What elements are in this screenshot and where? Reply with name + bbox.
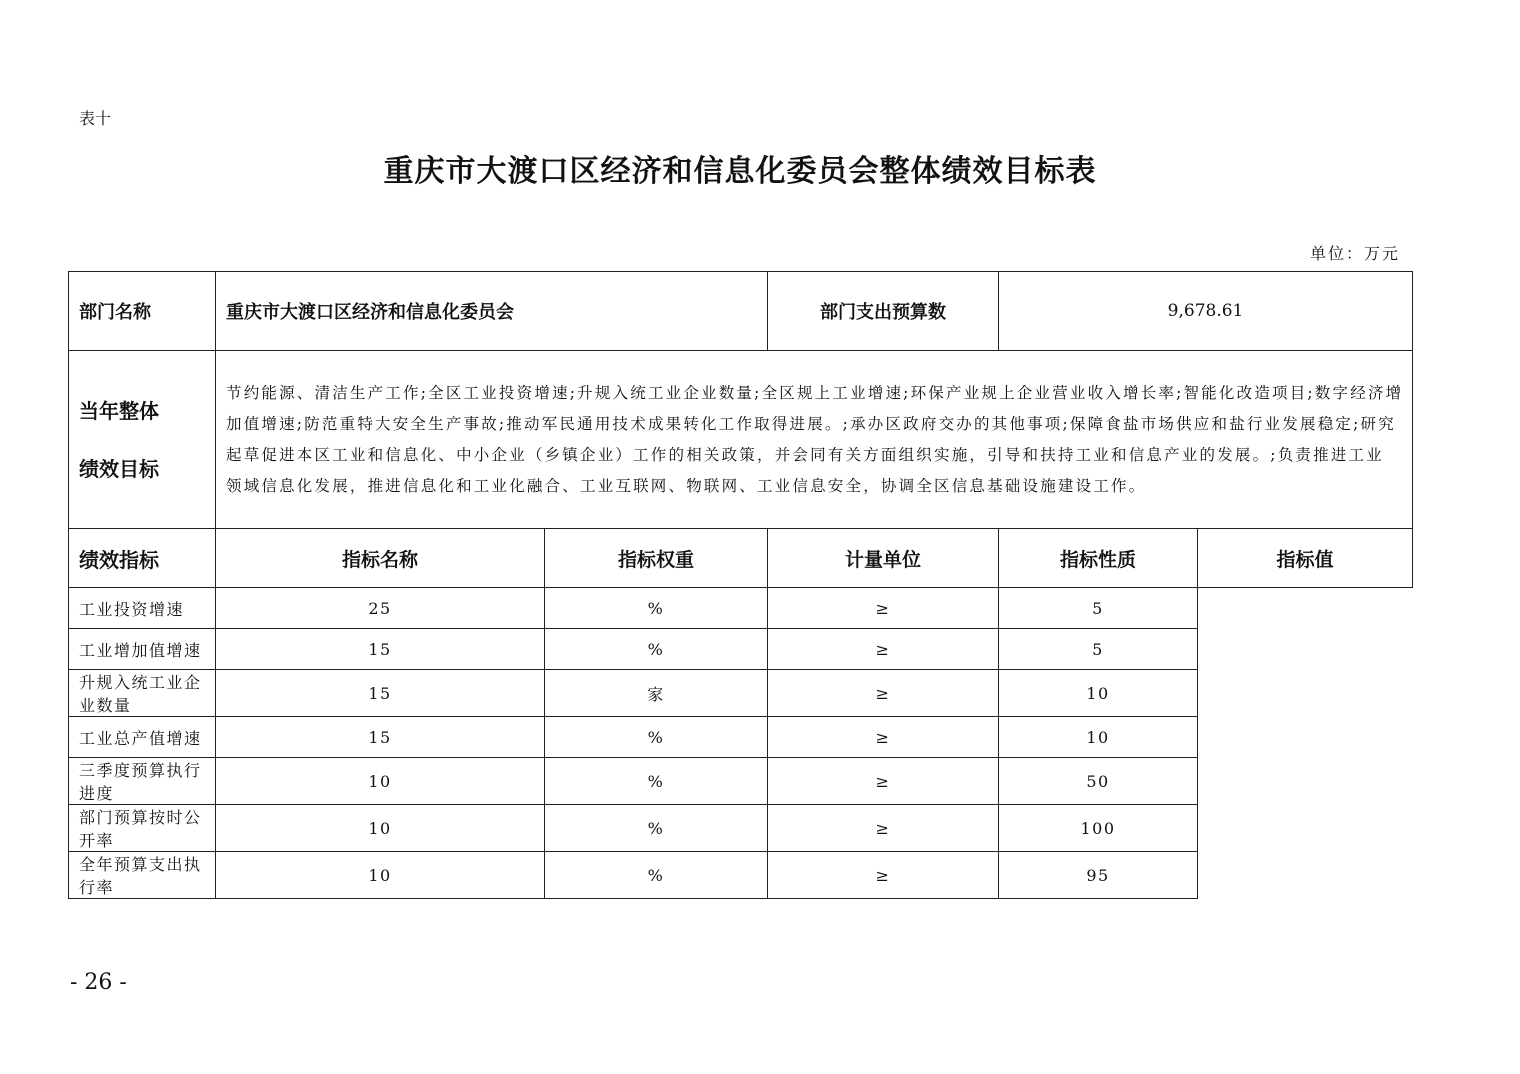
header-nature: 指标性质 (999, 529, 1198, 588)
goal-text-line: 起草促进本区工业和信息化、中小企业（乡镇企业）工作的相关政策，并会同有关方面组织实施，引导和扶持工业和信息产业的发展。;负责推进工业 (226, 445, 1384, 464)
indicator-nature: ≥ (768, 588, 999, 629)
indicator-value: 95 (999, 852, 1198, 899)
indicator-nature: ≥ (768, 852, 999, 899)
goal-row (69, 351, 1413, 529)
indicator-unit: 家 (545, 670, 768, 717)
indicator-name: 工业投资增速 (69, 588, 216, 629)
indicator-unit: % (545, 852, 768, 899)
indicator-name: 全年预算支出执行率 (69, 852, 216, 899)
table-row (69, 670, 1413, 717)
indicator-value: 10 (999, 717, 1198, 758)
table-row (69, 629, 1413, 670)
indicator-unit: % (545, 629, 768, 670)
goal-label-line1: 当年整体 (79, 398, 159, 423)
budget-label: 部门支出预算数 (768, 272, 999, 351)
table-row (69, 758, 1413, 805)
indicator-name: 升规入统工业企业数量 (69, 670, 216, 717)
indicator-weight: 10 (216, 805, 545, 852)
indicator-name: 工业增加值增速 (69, 629, 216, 670)
indicator-value: 50 (999, 758, 1198, 805)
goal-label-line2: 绩效目标 (79, 456, 159, 481)
indicator-weight: 15 (216, 717, 545, 758)
indicators-label: 绩效指标 (69, 529, 216, 588)
header-unit: 计量单位 (768, 529, 999, 588)
indicator-value: 10 (999, 670, 1198, 717)
header-value: 指标值 (1198, 529, 1413, 588)
indicator-value: 5 (999, 629, 1198, 670)
page-number: - 26 - (70, 970, 127, 995)
indicator-nature: ≥ (768, 805, 999, 852)
indicator-nature: ≥ (768, 717, 999, 758)
header-name: 指标名称 (216, 529, 545, 588)
indicator-weight: 25 (216, 588, 545, 629)
indicator-nature: ≥ (768, 670, 999, 717)
indicator-value: 5 (999, 588, 1198, 629)
goal-label (69, 351, 216, 529)
indicator-unit: % (545, 805, 768, 852)
indicator-nature: ≥ (768, 629, 999, 670)
goal-text-line: 领域信息化发展，推进信息化和工业化融合、工业互联网、物联网、工业信息安全，协调全区信息基础设施建设工作。 (226, 476, 1147, 495)
indicator-weight: 15 (216, 670, 545, 717)
table-row (69, 717, 1413, 758)
table-row (69, 852, 1413, 899)
dept-name-label: 部门名称 (69, 272, 216, 351)
goal-text (216, 351, 1413, 529)
performance-table (68, 271, 1413, 899)
indicator-value: 100 (999, 805, 1198, 852)
indicator-name: 部门预算按时公开率 (69, 805, 216, 852)
table-row (69, 805, 1413, 852)
dept-name-value: 重庆市大渡口区经济和信息化委员会 (216, 272, 768, 351)
indicator-nature: ≥ (768, 758, 999, 805)
table-label: 表十 (79, 109, 112, 128)
indicator-weight: 10 (216, 852, 545, 899)
indicator-name: 工业总产值增速 (69, 717, 216, 758)
indicator-unit: % (545, 588, 768, 629)
dept-row (69, 272, 1413, 351)
document-title: 重庆市大渡口区经济和信息化委员会整体绩效目标表 (383, 154, 1097, 189)
indicator-name: 三季度预算执行进度 (69, 758, 216, 805)
indicator-weight: 15 (216, 629, 545, 670)
unit-label: 单位：万元 (1309, 244, 1400, 263)
table-row (69, 588, 1413, 629)
indicator-unit: % (545, 758, 768, 805)
goal-text-line: 节约能源、清洁生产工作;全区工业投资增速;升规入统工业企业数量;全区规上工业增速;环保产业规上企业营业收入增长率;智能化改造项目;数字经济增 (226, 383, 1404, 402)
budget-value: 9,678.61 (999, 272, 1413, 351)
goal-text-line: 加值增速;防范重特大安全生产事故;推动军民通用技术成果转化工作取得进展。;承办区政府交办的其他事项;保障食盐市场供应和盐行业发展稳定;研究 (226, 414, 1396, 433)
indicator-unit: % (545, 717, 768, 758)
indicator-weight: 10 (216, 758, 545, 805)
indicator-header-row (69, 529, 1413, 588)
header-weight: 指标权重 (545, 529, 768, 588)
